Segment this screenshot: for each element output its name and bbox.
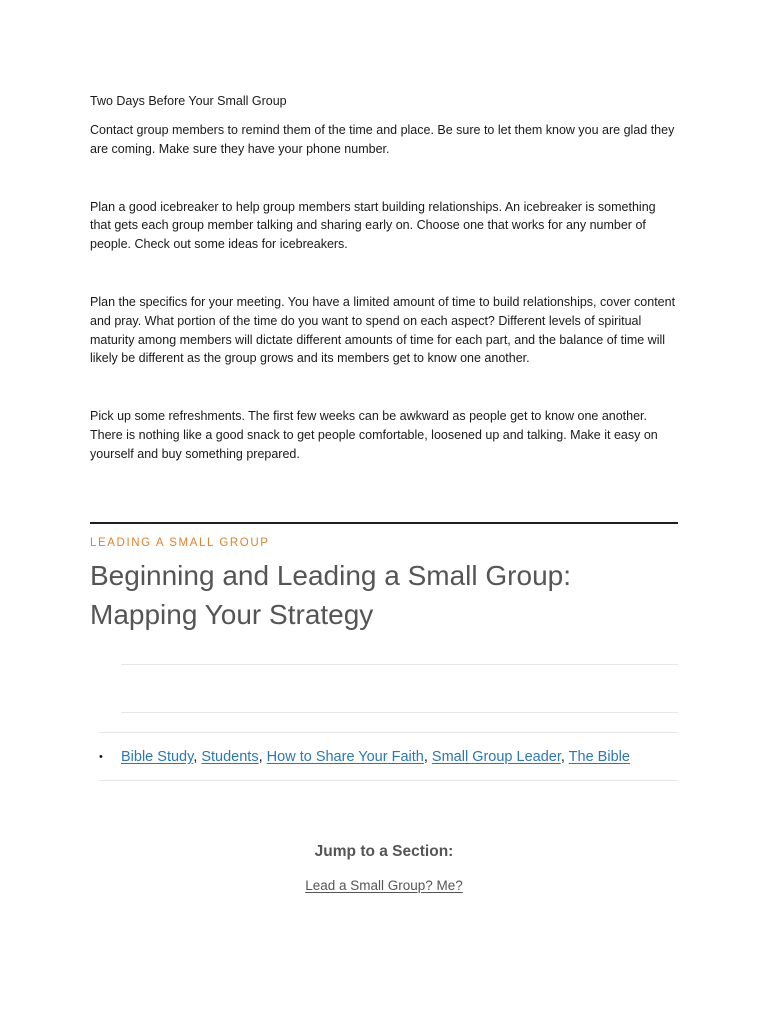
paragraph-specifics: Plan the specifics for your meeting. You have a limited amount of time to build relationships, cover content and pray. What portion of the time do you want to spend on each aspect? Different levels of spiritual maturity among members will dictate different amounts of time for each part, and the balance of time will likely be different as the group grows and its members get to know one another. <box>90 294 676 366</box>
paragraph-icebreaker: Plan a good icebreaker to help group members start building relationships. An icebreaker is something that gets each group member talking and sharing early on. Choose one that works for any number of people. Check out some ideas for icebreakers. <box>90 199 656 252</box>
article-body <box>90 92 678 464</box>
article-title-line-1: Beginning and Leading a Small Group: <box>90 560 572 591</box>
paragraph-contact: Contact group members to remind them of the time and place. Be sure to let them know you are glad they are coming. Make sure they have your phone number. <box>90 123 675 156</box>
tag-link-bible-study[interactable]: Bible Study <box>121 749 194 765</box>
paragraph-refreshments: Pick up some refreshments. The first few weeks can be awkward as people get to know one another. There is nothing like a good snack to get people comfortable, loosened up and talking. Make it easy on yourself and buy something prepared. <box>90 409 658 461</box>
tag-link-how-to-share-your-faith[interactable]: How to Share Your Faith <box>266 749 424 765</box>
tag-list-bullet: • <box>99 751 103 763</box>
tag-link-small-group-leader[interactable]: Small Group Leader <box>431 749 561 765</box>
section-divider <box>90 522 678 524</box>
meta-divider-middle <box>121 712 678 713</box>
tag-separator: , <box>258 749 267 765</box>
tags-divider-top <box>99 732 678 733</box>
tag-separator: , <box>423 749 432 765</box>
jump-link-lead-a-small-group[interactable]: Lead a Small Group? Me? <box>305 878 463 893</box>
jump-to-section-nav <box>0 878 768 893</box>
meta-divider-top <box>121 664 678 665</box>
tag-link-the-bible[interactable]: The Bible <box>568 749 630 765</box>
article-title-line-2: Mapping Your Strategy <box>90 598 374 630</box>
section-heading: Two Days Before Your Small Group <box>90 94 287 108</box>
tag-link-students[interactable]: Students <box>201 749 259 765</box>
tag-separator: , <box>193 749 202 765</box>
article-category[interactable]: LEADING A SMALL GROUP <box>90 537 270 549</box>
jump-to-section-title: Jump to a Section: <box>314 843 454 860</box>
article-title <box>90 557 650 634</box>
tag-separator: , <box>560 749 569 765</box>
tags-divider-bottom <box>99 780 678 781</box>
tag-list <box>99 747 630 767</box>
